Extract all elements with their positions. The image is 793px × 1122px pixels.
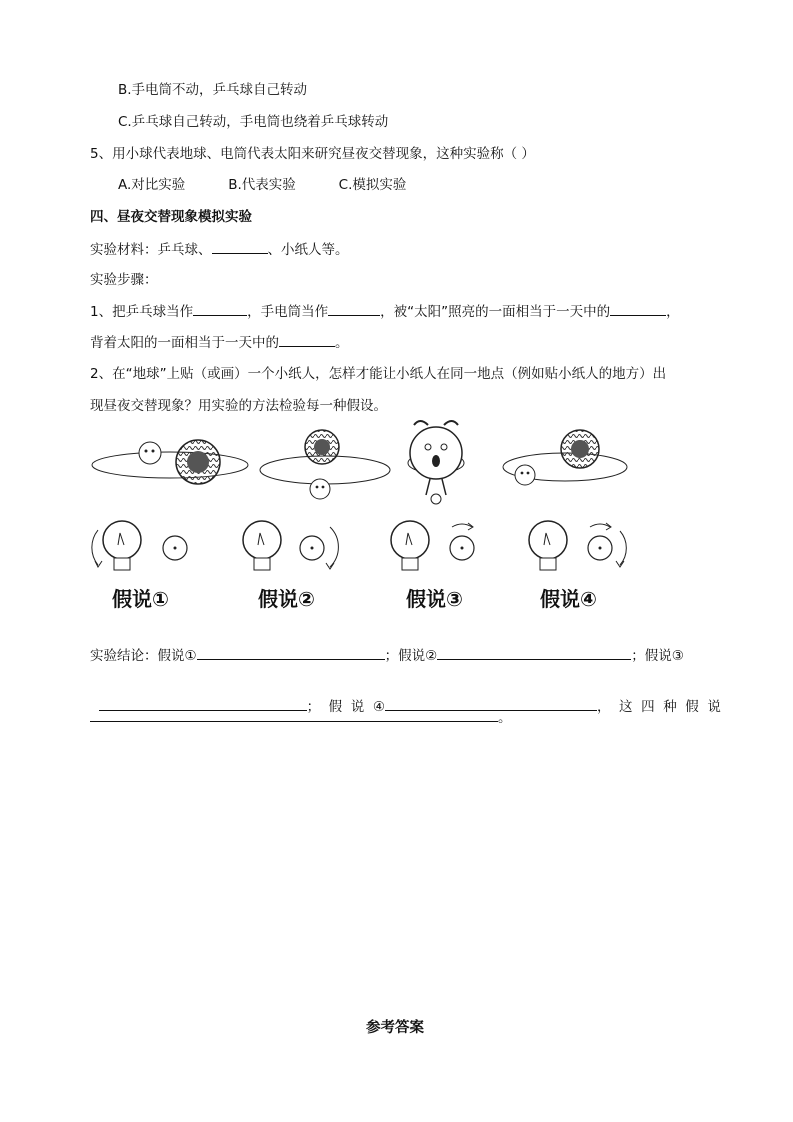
- step-1-line-2: [90, 332, 349, 353]
- hypothesis-3-cartoon: [408, 421, 464, 504]
- step1-text-d: ，: [666, 304, 680, 320]
- step1-text-a: 1、把乒乓球当作: [90, 304, 194, 320]
- conclusion-h4-label: ； 假 说 ④: [306, 699, 385, 715]
- materials-blank[interactable]: [212, 239, 268, 254]
- conclusion-end: 。: [498, 710, 512, 726]
- step1-blank-1[interactable]: [193, 301, 247, 316]
- conclusion-summary-blank[interactable]: [90, 707, 498, 722]
- hypothesis-2-cartoon: [260, 430, 390, 499]
- conclusion-line-1: [90, 645, 684, 666]
- hypothesis-3-diagram: [391, 521, 474, 570]
- step-2-line-2: 现昼夜交替现象？用实验的方法检验每一种假设。: [90, 398, 387, 414]
- conclusion-h1-label: 实验结论：假说①: [90, 648, 197, 664]
- hypotheses-illustration: [80, 415, 720, 615]
- question-5-options: A.对比实验 B.代表实验 C.模拟实验: [118, 177, 407, 193]
- conclusion-h3-label: ；假说③: [631, 648, 684, 664]
- option-c: C.乒乓球自己转动，手电筒也绕着乒乓球转动: [118, 114, 389, 130]
- conclusion-line-3: [90, 707, 512, 728]
- section-4-heading: 四、昼夜交替现象模拟实验: [90, 209, 252, 225]
- question-5: 5、用小球代表地球、电筒代表太阳来研究昼夜交替现象，这种实验称（ ）: [90, 146, 535, 162]
- hypothesis-4-diagram: [529, 521, 626, 570]
- step1-blank-4[interactable]: [279, 332, 335, 347]
- hypothesis-1-diagram: [92, 521, 187, 570]
- caption-hypothesis-4: 假说④: [540, 587, 597, 611]
- caption-hypothesis-3: 假说③: [406, 587, 463, 611]
- conclusion-h1-blank[interactable]: [197, 645, 385, 660]
- caption-hypothesis-2: 假说②: [258, 587, 315, 611]
- materials-line: [90, 239, 349, 260]
- conclusion-h2-label: ；假说②: [384, 648, 438, 664]
- step1-blank-2[interactable]: [328, 301, 380, 316]
- step1-text-b: ，手电筒当作: [247, 304, 329, 320]
- conclusion-summary-label: ， 这 四 种 假 说: [596, 699, 721, 715]
- answer-key-heading: 参考答案: [366, 1020, 424, 1036]
- option-b: B.手电筒不动，乒乓球自己转动: [118, 82, 308, 98]
- step1-line2-end: 。: [335, 335, 349, 351]
- step1-text-c: ，被“太阳”照亮的一面相当于一天中的: [380, 304, 611, 320]
- materials-suffix: 、小纸人等。: [267, 242, 349, 258]
- materials-prefix: 实验材料：乒乓球、: [90, 242, 212, 258]
- caption-hypothesis-1: 假说①: [112, 587, 169, 611]
- step-1-line-1: [90, 301, 680, 322]
- hypothesis-1-cartoon: [92, 440, 248, 484]
- hypothesis-2-diagram: [243, 521, 338, 570]
- step-2-line-1: 2、在“地球”上贴（或画）一个小纸人，怎样才能让小纸人在同一地点（例如贴小纸人的地方）出: [90, 366, 667, 382]
- hypothesis-4-cartoon: [503, 430, 627, 485]
- step1-blank-3[interactable]: [610, 301, 666, 316]
- steps-label: 实验步骤：: [90, 272, 158, 288]
- hypotheses-figure: [80, 415, 720, 615]
- conclusion-h2-blank[interactable]: [437, 645, 631, 660]
- step1-line2-text: 背着太阳的一面相当于一天中的: [90, 335, 279, 351]
